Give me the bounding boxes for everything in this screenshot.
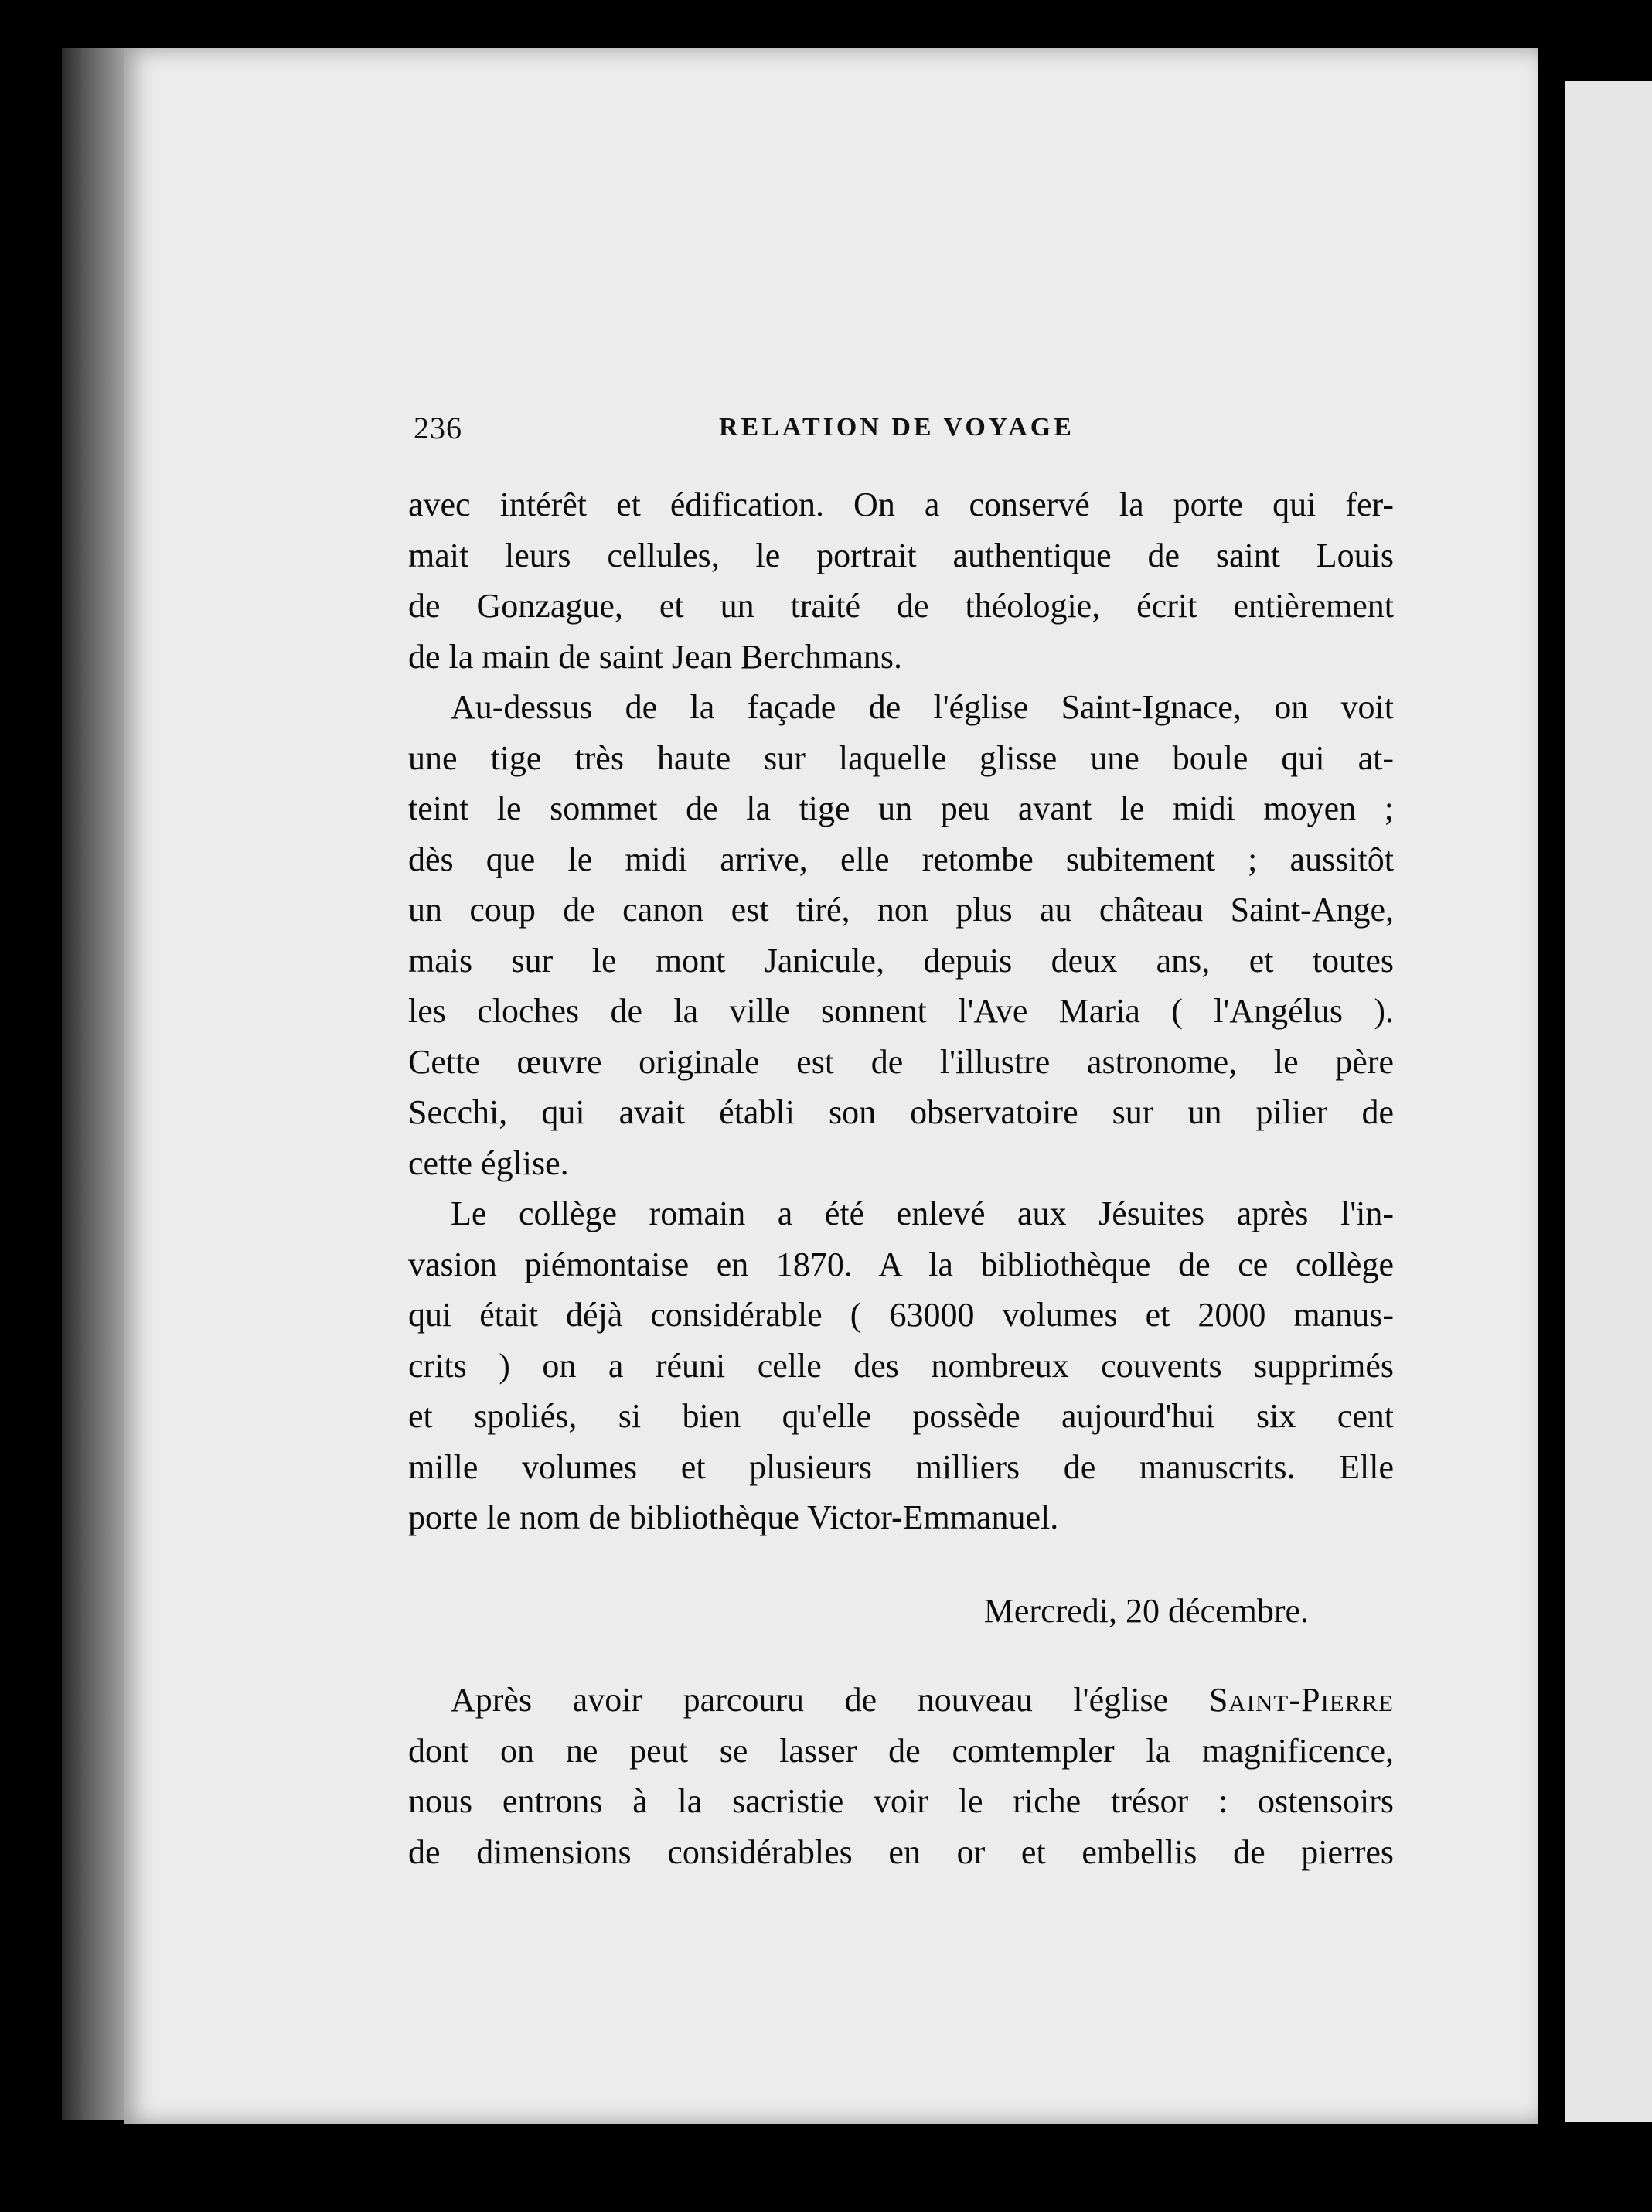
text-line: Cette œuvre originale est de l'illustre astronome, le père <box>408 1042 1394 1081</box>
text-line: les cloches de la ville sonnent l'Ave Maria ( l'Angélus ). <box>408 992 1394 1030</box>
text-line: nous entrons à la sacristie voir le riche trésor : ostensoirs <box>408 1782 1394 1820</box>
running-title: RELATION DE VOYAGE <box>719 413 1075 441</box>
paragraph <box>408 682 1394 1188</box>
paragraph <box>408 1188 1394 1543</box>
running-head <box>414 410 1395 456</box>
facing-page-edge <box>1565 81 1652 2122</box>
text-line: cette église. <box>408 1143 569 1182</box>
text-line: mais sur le mont Janicule, depuis deux ans, et toutes <box>408 941 1394 980</box>
church-name: Saint-Pierre <box>1208 1681 1394 1719</box>
text-line: mille volumes et plusieurs milliers de manuscrits. Elle <box>408 1447 1394 1486</box>
text-line: et spoliés, si bien qu'elle possède aujourd'hui six cent <box>408 1397 1394 1435</box>
text-line: crits ) on a réuni celle des nombreux couvents supprimés <box>408 1346 1394 1385</box>
text-span: Après avoir parcouru de nouveau l'église <box>451 1681 1209 1719</box>
text-line: une tige très haute sur laquelle glisse une boule qui at- <box>408 738 1394 777</box>
text-line <box>408 1675 1394 1726</box>
text-line: Secchi, qui avait établi son observatoire sur un pilier de <box>408 1093 1394 1131</box>
text-line: Au-dessus de la façade de l'église Saint-Ignace, on voit <box>451 688 1394 726</box>
text-line: un coup de canon est tiré, non plus au château Saint-Ange, <box>408 891 1394 929</box>
text-line: avec intérêt et édification. On a conservé la porte qui fer- <box>408 486 1394 523</box>
text-line: qui était déjà considérable ( 63000 volumes et 2000 manus- <box>408 1296 1394 1334</box>
text-line: porte le nom de bibliothèque Victor-Emmanuel. <box>408 1498 1059 1536</box>
text-line: mait leurs cellules, le portrait authentique de saint Louis <box>408 536 1394 574</box>
body-text <box>408 479 1394 1877</box>
dateline: Mercredi, 20 décembre. <box>983 1591 1309 1630</box>
text-line: de la main de saint Jean Berchmans. <box>408 637 903 676</box>
paragraph <box>408 479 1394 682</box>
text-line: vasion piémontaise en 1870. A la bibliothèque de ce collège <box>408 1245 1394 1283</box>
text-line: Le collège romain a été enlevé aux Jésuites après l'in- <box>451 1195 1394 1232</box>
paragraph <box>408 1675 1394 1877</box>
text-line: teint le sommet de la tige un peu avant le midi moyen ; <box>408 789 1394 827</box>
page-number: 236 <box>414 411 462 445</box>
text-line: dès que le midi arrive, elle retombe subitement ; aussitôt <box>408 840 1394 878</box>
page-gutter <box>1550 81 1565 2122</box>
text-line: de dimensions considérables en or et embellis de pierres <box>408 1832 1394 1871</box>
text-line: de Gonzague, et un traité de théologie, écrit entièrement <box>408 587 1394 625</box>
text-line: dont on ne peut se lasser de comtempler la magnificence, <box>408 1731 1394 1770</box>
